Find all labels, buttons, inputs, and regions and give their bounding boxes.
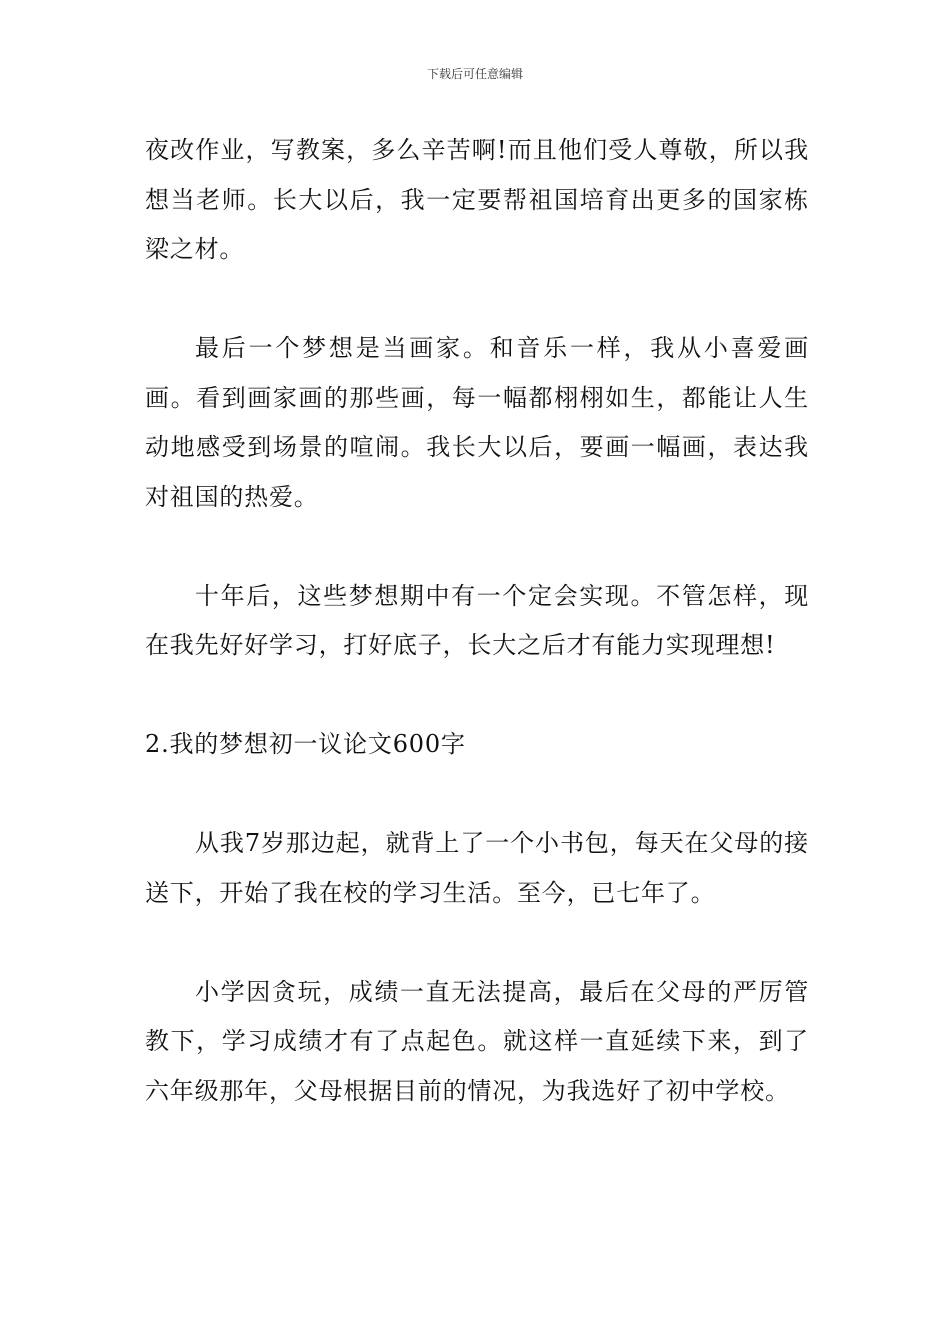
- section-heading: 2.我的梦想初一议论文600字: [145, 730, 466, 758]
- paragraph-continuation: 夜改作业，写教案，多么辛苦啊!而且他们受人尊敬，所以我想当老师。长大以后，我一定要帮祖国培育出更多的国家栋梁之材。: [145, 136, 809, 263]
- paragraph-painter-dream: 最后一个梦想是当画家。和音乐一样，我从小喜爱画画。看到画家画的那些画，每一幅都栩栩如生，都能让人生动地感受到场景的喧闹。我长大以后，要画一幅画，表达我对祖国的热爱。: [145, 334, 809, 511]
- paragraph-ten-years-later: 十年后，这些梦想期中有一个定会实现。不管怎样，现在我先好好学习，打好底子，长大之后才有能力实现理想!: [145, 581, 809, 659]
- paragraph-school-start: 从我7岁那边起，就背上了一个小书包，每天在父母的接送下，开始了我在校的学习生活。至今，已七年了。: [145, 829, 809, 907]
- page-header-note: 下载后可任意编辑: [426, 67, 523, 81]
- document-body: [145, 126, 809, 1116]
- paragraph-primary-school: 小学因贪玩，成绩一直无法提高，最后在父母的严厉管教下，学习成绩才有了点起色。就这样一直延续下来，到了六年级那年，父母根据目前的情况，为我选好了初中学校。: [145, 977, 809, 1105]
